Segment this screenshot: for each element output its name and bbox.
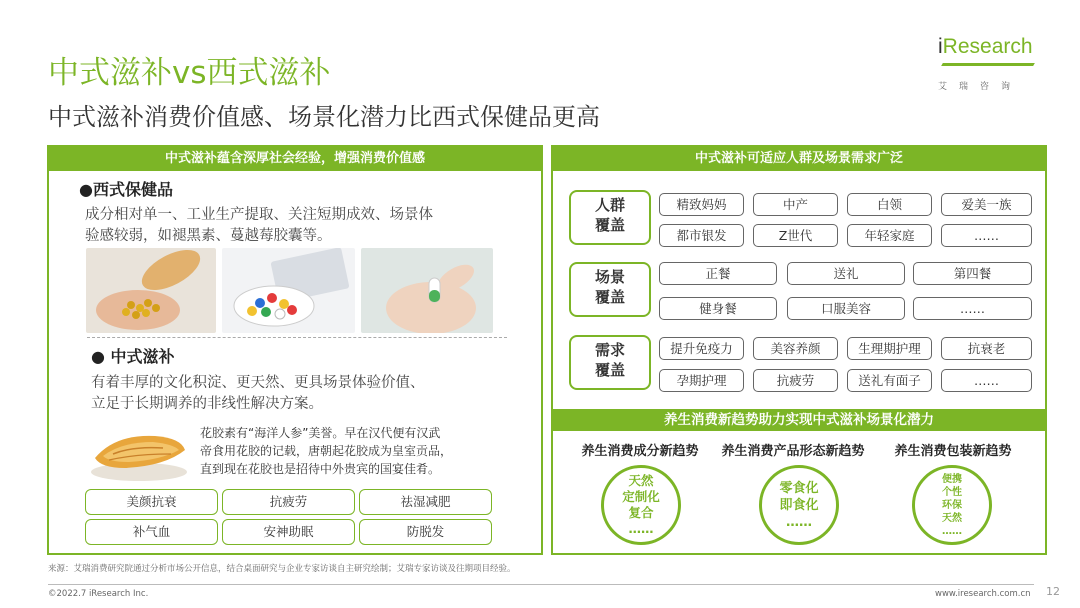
crowd-option: 都市银发 xyxy=(659,224,744,247)
fish-maw-note-line3: 直到现在花胶也是招待中外贵宾的国宴佳肴。 xyxy=(200,462,441,476)
trend-circle-form: 零食化 即食化 …… xyxy=(759,465,839,545)
crowd-option: 中产 xyxy=(753,193,838,216)
need-option: 提升免疫力 xyxy=(659,337,744,360)
scene-option: 第四餐 xyxy=(913,262,1032,285)
scene-option: 送礼 xyxy=(787,262,905,285)
fish-maw-note-line2: 帝食用花胶的记载，唐朝起花胶成为皇室贡品， xyxy=(200,444,453,458)
scene-option: 健身餐 xyxy=(659,297,777,320)
benefit-tag: 祛湿减肥 xyxy=(359,489,492,515)
trend-title-packaging: 养生消费包装新趋势 xyxy=(894,444,1012,459)
logo-subtext: 艾瑞咨询 xyxy=(938,82,1023,92)
crowd-coverage-label: 人群 覆盖 xyxy=(569,190,651,245)
crowd-option: 爱美一族 xyxy=(941,193,1032,216)
scene-option: …… xyxy=(913,297,1032,320)
western-desc-line1: 成分相对单一、工业生产提取、关注短期成效、场景体 xyxy=(85,207,433,223)
need-option: …… xyxy=(941,369,1032,392)
scene-option: 口服美容 xyxy=(787,297,905,320)
photo-capsules-in-hand xyxy=(86,248,216,333)
need-option: 送礼有面子 xyxy=(847,369,932,392)
copyright: ©2022.7 iResearch Inc. xyxy=(48,589,149,599)
benefit-tag: 补气血 xyxy=(85,519,218,545)
western-desc-line2: 验感较弱，如褪黑素、蔓越莓胶囊等。 xyxy=(85,228,332,244)
need-option: 生理期护理 xyxy=(847,337,932,360)
need-option: 抗衰老 xyxy=(941,337,1032,360)
crowd-option: …… xyxy=(941,224,1032,247)
benefit-tag: 防脱发 xyxy=(359,519,492,545)
chinese-desc-line2: 立足于长期调养的非线性解决方案。 xyxy=(91,396,323,412)
crowd-option: 年轻家庭 xyxy=(847,224,932,247)
need-option: 抗疲劳 xyxy=(753,369,838,392)
logo-swoosh xyxy=(941,63,1035,66)
scene-option: 正餐 xyxy=(659,262,777,285)
chinese-tonic-bullet: ● 中式滋补 xyxy=(91,347,175,366)
right-panel xyxy=(551,145,1047,555)
fish-maw-note-line1: 花胶素有“海洋人参”美誉。早在汉代便有汉武 xyxy=(200,426,441,440)
crowd-option: 白领 xyxy=(847,193,932,216)
western-supplement-bullet: ●西式保健品 xyxy=(79,180,173,199)
left-panel xyxy=(47,145,543,555)
need-option: 孕期护理 xyxy=(659,369,744,392)
source-note: 来源：艾瑞消费研究院通过分析市场公开信息，结合桌面研究与企业专家访谈自主研究绘制；艾瑞专家访谈及往期项目经验。 xyxy=(48,564,516,574)
scene-coverage-label: 场景 覆盖 xyxy=(569,262,651,317)
crowd-option: Z世代 xyxy=(753,224,838,247)
photo-capsule-fingers xyxy=(361,248,493,333)
chinese-desc-line1: 有着丰厚的文化积淀、更天然、更具场景体验价值、 xyxy=(91,375,425,391)
right-panel-heading: 中式滋补可适应人群及场景需求广泛 xyxy=(553,147,1045,171)
trend-heading: 养生消费新趋势助力实现中式滋补场景化潜力 xyxy=(553,409,1045,431)
trend-circle-packaging: 便携 个性 环保 天然 …… xyxy=(912,465,992,545)
page-subtitle: 中式滋补消费价值感、场景化潜力比西式保健品更高 xyxy=(48,103,600,131)
section-divider xyxy=(87,337,507,338)
left-panel-heading: 中式滋补蕴含深厚社会经验，增强消费价值感 xyxy=(49,147,541,171)
footer-divider xyxy=(48,584,1034,585)
benefit-tag: 美颜抗衰 xyxy=(85,489,218,515)
fish-maw-image xyxy=(85,420,189,484)
trend-title-ingredient: 养生消费成分新趋势 xyxy=(581,444,699,459)
trend-circle-ingredient: 天然 定制化 复合 …… xyxy=(601,465,681,545)
page-number: 12 xyxy=(1046,585,1060,598)
page-title: 中式滋补vs西式滋补 xyxy=(48,55,331,91)
photo-pill-pack xyxy=(222,248,355,333)
crowd-option: 精致妈妈 xyxy=(659,193,744,216)
trend-title-form: 养生消费产品形态新趋势 xyxy=(721,444,865,459)
iresearch-logo xyxy=(938,35,1038,92)
need-coverage-label: 需求 覆盖 xyxy=(569,335,651,390)
need-option: 美容养颜 xyxy=(753,337,838,360)
website: www.iresearch.com.cn xyxy=(935,589,1031,599)
logo-wordmark: iResearch xyxy=(938,35,1033,58)
benefit-tag: 抗疲劳 xyxy=(222,489,355,515)
benefit-tag: 安神助眠 xyxy=(222,519,355,545)
